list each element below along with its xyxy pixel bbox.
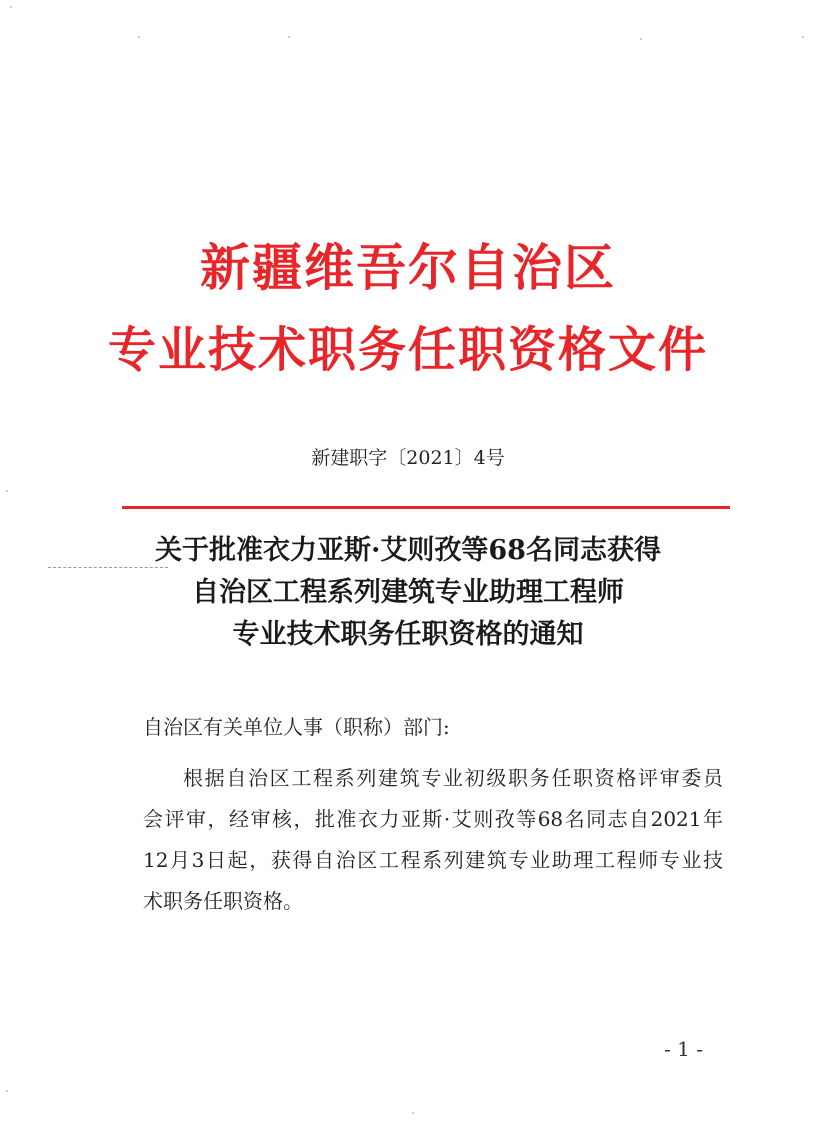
page-number: - 1 - [664, 1037, 703, 1061]
document-number: 新建职字〔2021〕4号 [311, 447, 505, 469]
body-line: 术职务任职资格。 [143, 889, 303, 913]
salutation: 自治区有关单位人事（职称）部门: [143, 715, 450, 739]
body-line: 12月3日起，获得自治区工程系列建筑专业助理工程师专业技 [143, 848, 723, 872]
notice-title-line2: 自治区工程系列建筑专业助理工程师 [192, 577, 624, 608]
scan-speck [412, 1112, 414, 1114]
header-divider [122, 506, 730, 509]
scan-speck [288, 36, 290, 38]
scan-speck [6, 1090, 8, 1092]
scan-speck [6, 490, 8, 492]
notice-title-line3: 专业技术职务任职资格的通知 [232, 619, 584, 650]
body-line: 根据自治区工程系列建筑专业初级职务任职资格评审委员 [183, 766, 723, 790]
notice-title [0, 530, 816, 656]
scan-speck [10, 6, 12, 8]
scan-speck [802, 36, 804, 38]
body-paragraph [143, 758, 723, 922]
body-line: 会评审，经审核，批准衣力亚斯·艾则孜等68名同志自2021年 [143, 807, 723, 831]
notice-title-line1: 关于批准衣力亚斯·艾则孜等68名同志获得 [155, 535, 661, 566]
header-title-line2: 专业技术职务任职资格文件 [107, 322, 708, 378]
header-title-line1: 新疆维吾尔自治区 [200, 238, 616, 297]
scan-speck [138, 36, 140, 38]
scan-speck [640, 38, 642, 40]
